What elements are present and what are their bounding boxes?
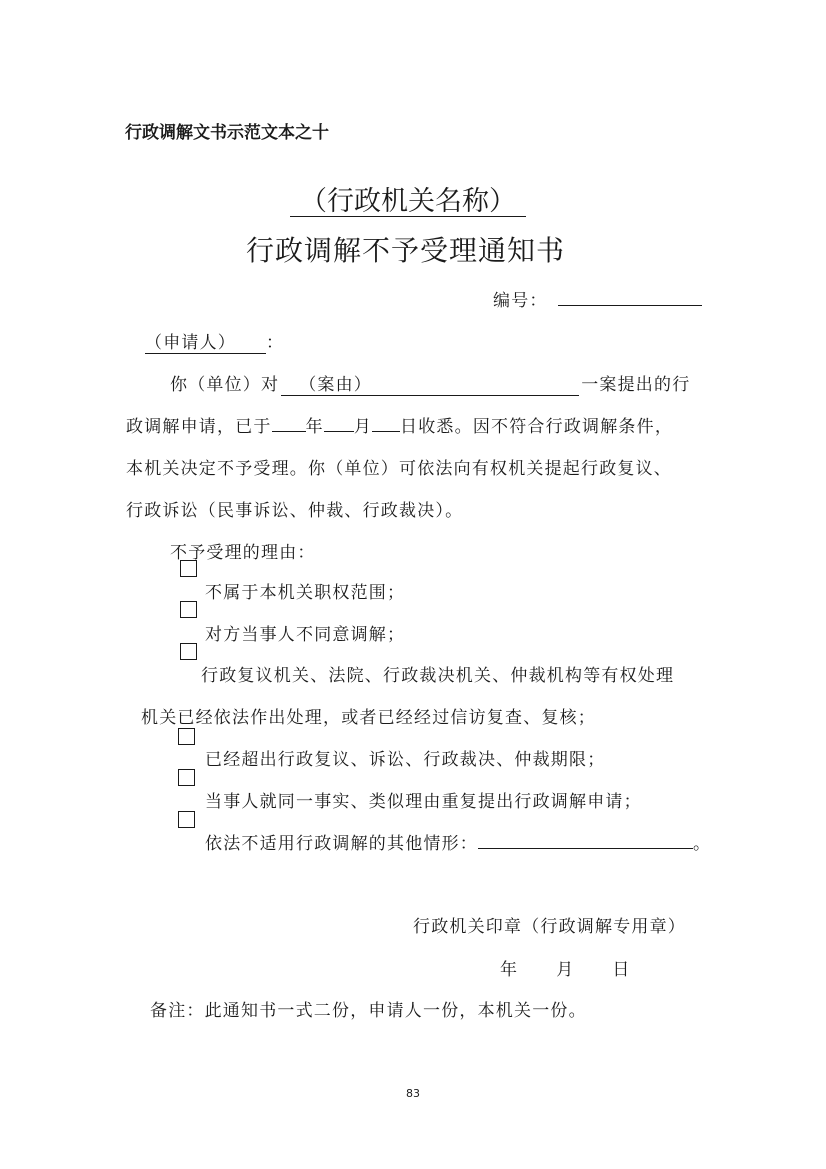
agency-seal-line: 行政机关印章（行政调解专用章） [413,917,686,937]
document-title: 行政调解不予受理通知书 [246,234,566,267]
document-number-label: 编号： [493,291,548,311]
document-number-field[interactable] [558,290,702,306]
applicant-colon: ： [266,333,285,353]
document-type-label: 行政调解文书示范文本之十 [125,123,329,143]
para-received-rest: 日收悉。因不符合行政调解条件， [400,417,674,437]
received-year-label: 年 [305,417,324,437]
reason-text-2: 对方当事人不同意调解； [205,625,406,645]
para-you: 你（单位）对 [170,375,280,395]
reason-text-3-continued: 机关已经依法作出处理，或者已经经过信访复查、复核； [141,708,596,728]
agency-name-title [290,186,526,217]
date-month-label: 月 [556,960,575,980]
para-received-on: 政调解申请，已于 [126,417,272,437]
para-after-case: 一案提出的行 [581,375,691,395]
para-line-4: 行政诉讼（民事诉讼、仲裁、行政裁决）。 [126,501,464,521]
reason-checkbox-6[interactable] [178,811,195,828]
received-month-field[interactable] [324,416,354,432]
document-number [493,286,702,311]
case-reason-text: （案由） [299,375,373,395]
other-circumstances-field[interactable] [478,833,693,849]
received-year-field[interactable] [272,416,306,432]
signature-date [500,955,631,980]
para-line-2 [126,412,673,437]
reason-checkbox-3[interactable] [180,643,197,660]
reason-checkbox-5[interactable] [178,769,195,786]
applicant-name[interactable]: （申请人） [145,335,266,354]
reason-text-1: 不属于本机关职权范围； [205,583,406,603]
reason-text-5: 当事人就同一事实、类似理由重复提出行政调解申请； [205,792,642,812]
date-year-label: 年 [500,960,519,980]
para-line-3: 本机关决定不予受理。你（单位）可依法向有权机关提起行政复议、 [126,459,672,479]
reason-text-4: 已经超出行政复议、诉讼、行政裁决、仲裁期限； [205,750,606,770]
date-day-label: 日 [612,960,631,980]
received-day-field[interactable] [372,416,400,432]
reason-text-6-end: 。 [693,834,712,854]
reason-checkbox-1[interactable] [180,560,197,577]
reason-checkbox-4[interactable] [178,728,195,745]
applicant-line [145,328,284,354]
reason-text-3: 行政复议机关、法院、行政裁决机关、仲裁机构等有权处理 [201,666,675,686]
reason-text-6 [205,829,711,854]
remark-note: 备注：此通知书一式二份，申请人一份，本机关一份。 [150,1001,587,1021]
agency-name-underlined: （行政机关名称） [290,188,526,217]
para-line-1 [170,370,690,396]
case-reason-field[interactable] [281,377,579,396]
received-month-label: 月 [353,417,373,437]
reasons-title: 不予受理的理由： [170,543,316,563]
reason-text-6-label: 依法不适用行政调解的其他情形： [205,834,478,854]
reason-checkbox-2[interactable] [180,601,197,618]
page-number: 83 [406,1087,420,1100]
